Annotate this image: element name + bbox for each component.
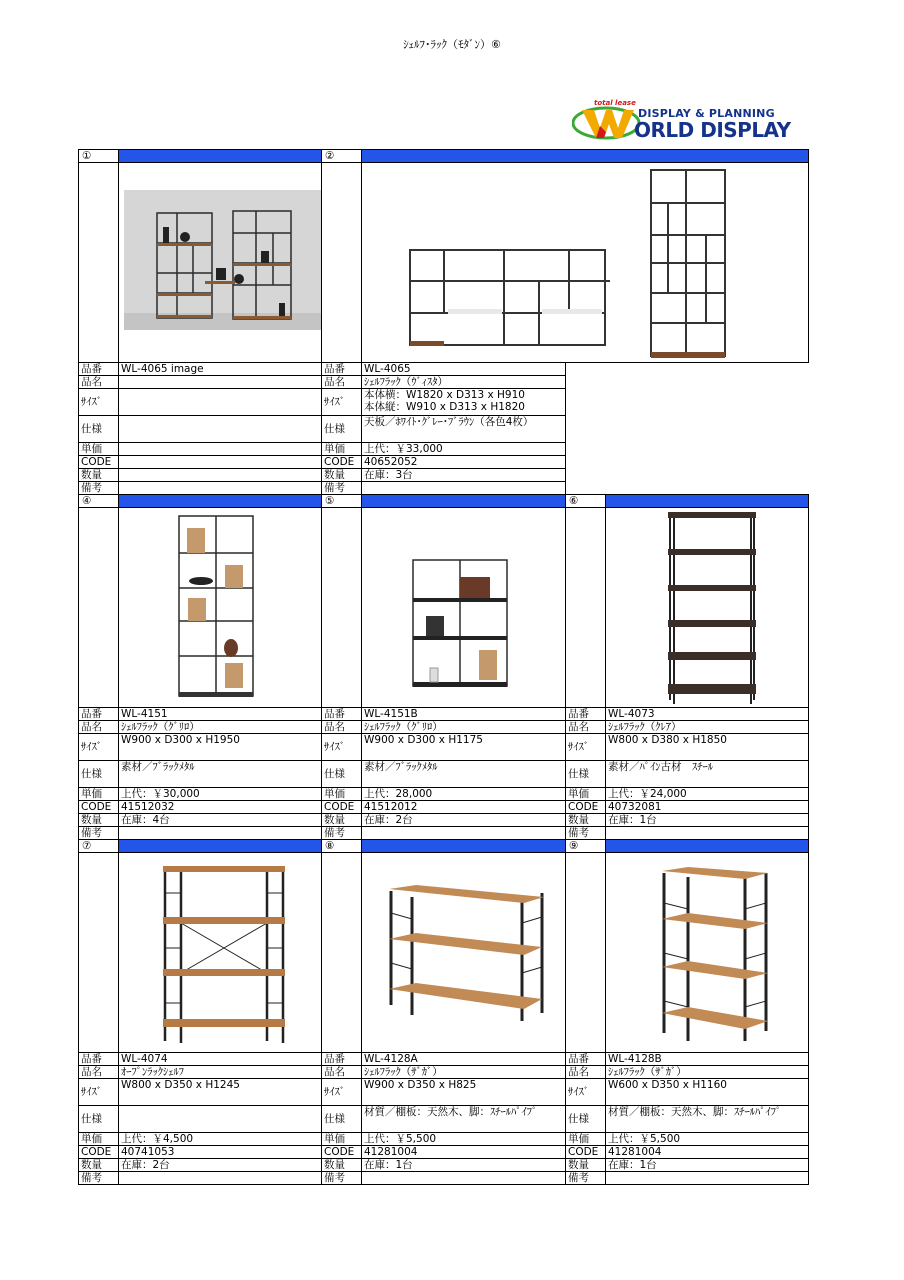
- item-1-image: [119, 163, 322, 363]
- label-shiyou: 仕様: [322, 1106, 362, 1133]
- item-1-number: ①: [79, 150, 119, 163]
- item-5-code: 41512012: [362, 801, 566, 814]
- item-9-image: [606, 853, 809, 1053]
- item-5-header-bar: [362, 495, 566, 508]
- item-8-hinban: WL-4128A: [362, 1053, 566, 1066]
- label-shiyou: 仕様: [79, 1106, 119, 1133]
- item-9-image-side: [566, 853, 606, 1053]
- item-9-bikou: [606, 1172, 809, 1185]
- item-4-image-side: [79, 508, 119, 708]
- item-2-tanka: 上代：￥33,000: [362, 443, 566, 456]
- item-1-code: [119, 456, 322, 469]
- item-4-hinban: WL-4151: [119, 708, 322, 721]
- item-4-size: W900 x D300 x H1950: [119, 734, 322, 761]
- shelf-photo-icon: [608, 853, 809, 1052]
- item-7-image-side: [79, 853, 119, 1053]
- shelf-photo-icon: [608, 508, 809, 707]
- label-shiyou: 仕様: [322, 416, 362, 443]
- label-bikou: 備考: [322, 827, 362, 840]
- label-bikou: 備考: [566, 827, 606, 840]
- label-code: CODE: [79, 801, 119, 814]
- item-2-image-side: [322, 163, 362, 363]
- label-hinban: 品番: [322, 708, 362, 721]
- item-9-hinmei: ｼｪﾙﾌﾗｯｸ（ｻﾞｶﾞ）: [606, 1066, 809, 1079]
- item-9-shiyou: 材質／棚板：天然木、脚：ｽﾁｰﾙﾊﾟｲﾌﾟ: [606, 1106, 809, 1133]
- item-7-hinmei: ｵｰﾌﾟﾝﾗｯｸｼｪﾙﾌ: [119, 1066, 322, 1079]
- item-4-code: 41512032: [119, 801, 322, 814]
- item-8-header-bar: [362, 840, 566, 853]
- item-4-bikou: [119, 827, 322, 840]
- item-7-number: ⑦: [79, 840, 119, 853]
- label-hinmei: 品名: [79, 1066, 119, 1079]
- label-hinban: 品番: [79, 1053, 119, 1066]
- item-8-image-side: [322, 853, 362, 1053]
- empty-slot-3: [566, 363, 809, 495]
- item-5-bikou: [362, 827, 566, 840]
- label-shiyou: 仕様: [79, 416, 119, 443]
- label-hinmei: 品名: [322, 721, 362, 734]
- item-7-suuryou: 在庫：2台: [119, 1159, 322, 1172]
- item-4-number: ④: [79, 495, 119, 508]
- label-suuryou: 数量: [322, 469, 362, 482]
- item-6-image-side: [566, 508, 606, 708]
- product-table: [78, 149, 809, 1185]
- item-8-hinmei: ｼｪﾙﾌﾗｯｸ（ｻﾞｶﾞ）: [362, 1066, 566, 1079]
- item-1-hinban: WL-4065 image: [119, 363, 322, 376]
- label-tanka: 単価: [566, 1133, 606, 1146]
- label-size: ｻｲｽﾞ: [566, 734, 606, 761]
- label-suuryou: 数量: [322, 1159, 362, 1172]
- item-6-shiyou: 素材／ﾊﾟｲﾝ古材 ｽﾁｰﾙ: [606, 761, 809, 788]
- item-6-hinban: WL-4073: [606, 708, 809, 721]
- logo-line1: DISPLAY & PLANNING: [638, 107, 775, 120]
- label-bikou: 備考: [322, 1172, 362, 1185]
- item-9-number: ⑨: [566, 840, 606, 853]
- label-tanka: 単価: [322, 788, 362, 801]
- label-hinmei: 品名: [566, 1066, 606, 1079]
- label-hinmei: 品名: [79, 376, 119, 389]
- item-7-bikou: [119, 1172, 322, 1185]
- item-1-image-side: [79, 163, 119, 363]
- item-2-suuryou: 在庫：3台: [362, 469, 566, 482]
- label-tanka: 単価: [79, 443, 119, 456]
- item-2-number: ②: [322, 150, 362, 163]
- shelf-photo-icon: [364, 508, 566, 707]
- label-hinban: 品番: [566, 1053, 606, 1066]
- item-2-code: 40652052: [362, 456, 566, 469]
- item-2-image: [362, 163, 809, 363]
- item-6-code: 40732081: [606, 801, 809, 814]
- item-2-header-bar: [362, 150, 809, 163]
- logo-line2: ORLD DISPLAY: [634, 118, 791, 142]
- item-2-size-cell: [362, 389, 566, 416]
- item-7-image: [119, 853, 322, 1053]
- item-4-tanka: 上代：￥30,000: [119, 788, 322, 801]
- item-5-image: [362, 508, 566, 708]
- label-hinmei: 品名: [566, 721, 606, 734]
- label-shiyou: 仕様: [566, 761, 606, 788]
- label-size: ｻｲｽﾞ: [79, 734, 119, 761]
- item-8-image: [362, 853, 566, 1053]
- label-suuryou: 数量: [79, 814, 119, 827]
- label-shiyou: 仕様: [79, 761, 119, 788]
- item-2-hinmei: ｼｪﾙﾌﾗｯｸ（ｳﾞｨｽﾀ）: [362, 376, 566, 389]
- item-8-tanka: 上代：￥5,500: [362, 1133, 566, 1146]
- item-4-header-bar: [119, 495, 322, 508]
- item-5-image-side: [322, 508, 362, 708]
- item-5-suuryou: 在庫：2台: [362, 814, 566, 827]
- item-1-suuryou: [119, 469, 322, 482]
- label-code: CODE: [79, 1146, 119, 1159]
- label-tanka: 単価: [566, 788, 606, 801]
- item-8-number: ⑧: [322, 840, 362, 853]
- item-2-bikou: [362, 482, 566, 495]
- item-5-tanka: 上代：28,000: [362, 788, 566, 801]
- label-size: ｻｲｽﾞ: [322, 1079, 362, 1106]
- item-4-hinmei: ｼｪﾙﾌﾗｯｸ（ｸﾞﾘﾛ）: [119, 721, 322, 734]
- item-1-shiyou: [119, 416, 322, 443]
- label-hinmei: 品名: [322, 376, 362, 389]
- label-code: CODE: [322, 456, 362, 469]
- item-5-hinmei: ｼｪﾙﾌﾗｯｸ（ｸﾞﾘﾛ）: [362, 721, 566, 734]
- label-size: ｻｲｽﾞ: [566, 1079, 606, 1106]
- label-size: ｻｲｽﾞ: [322, 389, 362, 416]
- item-5-number: ⑤: [322, 495, 362, 508]
- item-1-tanka: [119, 443, 322, 456]
- item-4-shiyou: 素材／ﾌﾞﾗｯｸﾒﾀﾙ: [119, 761, 322, 788]
- item-5-hinban: WL-4151B: [362, 708, 566, 721]
- item-1-bikou: [119, 482, 322, 495]
- item-6-header-bar: [606, 495, 809, 508]
- label-hinban: 品番: [322, 363, 362, 376]
- label-tanka: 単価: [79, 1133, 119, 1146]
- label-code: CODE: [322, 1146, 362, 1159]
- label-tanka: 単価: [79, 788, 119, 801]
- label-suuryou: 数量: [322, 814, 362, 827]
- label-size: ｻｲｽﾞ: [322, 734, 362, 761]
- label-tanka: 単価: [322, 1133, 362, 1146]
- label-bikou: 備考: [79, 482, 119, 495]
- item-2-hinban: WL-4065: [362, 363, 566, 376]
- item-1-hinmei: [119, 376, 322, 389]
- label-bikou: 備考: [322, 482, 362, 495]
- logo-tagline: total lease: [594, 99, 636, 107]
- label-shiyou: 仕様: [566, 1106, 606, 1133]
- item-5-shiyou: 素材／ﾌﾞﾗｯｸﾒﾀﾙ: [362, 761, 566, 788]
- item-8-code: 41281004: [362, 1146, 566, 1159]
- item-6-tanka: 上代：￥24,000: [606, 788, 809, 801]
- item-6-image: [606, 508, 809, 708]
- item-8-bikou: [362, 1172, 566, 1185]
- label-hinmei: 品名: [79, 721, 119, 734]
- item-9-code: 41281004: [606, 1146, 809, 1159]
- item-4-image: [119, 508, 322, 708]
- item-9-suuryou: 在庫：1台: [606, 1159, 809, 1172]
- item-6-number: ⑥: [566, 495, 606, 508]
- item-4-suuryou: 在庫：4台: [119, 814, 322, 827]
- label-hinban: 品番: [79, 708, 119, 721]
- item-1-header-bar: [119, 150, 322, 163]
- label-bikou: 備考: [566, 1172, 606, 1185]
- company-logo: [572, 99, 794, 142]
- label-hinban: 品番: [79, 363, 119, 376]
- item-8-shiyou: 材質／棚板：天然木、脚：ｽﾁｰﾙﾊﾟｲﾌﾟ: [362, 1106, 566, 1133]
- label-shiyou: 仕様: [322, 761, 362, 788]
- page-title: ｼｪﾙﾌ･ﾗｯｸ（ﾓﾀﾞﾝ）⑥: [403, 38, 501, 51]
- item-9-size: W600 x D350 x H1160: [606, 1079, 809, 1106]
- item-7-tanka: 上代：￥4,500: [119, 1133, 322, 1146]
- label-suuryou: 数量: [79, 469, 119, 482]
- label-bikou: 備考: [79, 1172, 119, 1185]
- shelf-photo-icon: [364, 853, 566, 1052]
- shelf-photo-icon: [121, 508, 322, 707]
- item-2-size2: 本体縦：W910 x D313 x H1820: [364, 401, 525, 413]
- shelf-photo-icon: [121, 853, 322, 1052]
- item-6-suuryou: 在庫：1台: [606, 814, 809, 827]
- item-7-size: W800 x D350 x H1245: [119, 1079, 322, 1106]
- label-hinmei: 品名: [322, 1066, 362, 1079]
- shelf-drawing-icon: [364, 163, 809, 362]
- item-6-bikou: [606, 827, 809, 840]
- item-2-size: 本体横：W1820 x D313 x H910: [364, 389, 525, 401]
- w-logo-icon: [572, 106, 642, 140]
- label-hinban: 品番: [322, 1053, 362, 1066]
- label-size: ｻｲｽﾞ: [79, 1079, 119, 1106]
- item-8-size: W900 x D350 x H825: [362, 1079, 566, 1106]
- item-7-shiyou: [119, 1106, 322, 1133]
- item-9-tanka: 上代：￥5,500: [606, 1133, 809, 1146]
- label-code: CODE: [566, 801, 606, 814]
- label-size: ｻｲｽﾞ: [79, 389, 119, 416]
- item-7-header-bar: [119, 840, 322, 853]
- label-suuryou: 数量: [79, 1159, 119, 1172]
- label-bikou: 備考: [79, 827, 119, 840]
- label-suuryou: 数量: [566, 1159, 606, 1172]
- item-1-size: [119, 389, 322, 416]
- shelf-photo-icon: [121, 163, 322, 362]
- item-7-code: 40741053: [119, 1146, 322, 1159]
- item-9-header-bar: [606, 840, 809, 853]
- item-6-hinmei: ｼｪﾙﾌﾗｯｸ（ｸﾚｱ）: [606, 721, 809, 734]
- label-code: CODE: [566, 1146, 606, 1159]
- item-5-size: W900 x D300 x H1175: [362, 734, 566, 761]
- item-2-shiyou: 天板／ﾎﾜｲﾄ･ｸﾞﾚｰ･ﾌﾞﾗｳﾝ（各色4枚）: [362, 416, 566, 443]
- label-code: CODE: [79, 456, 119, 469]
- label-tanka: 単価: [322, 443, 362, 456]
- label-suuryou: 数量: [566, 814, 606, 827]
- label-code: CODE: [322, 801, 362, 814]
- item-9-hinban: WL-4128B: [606, 1053, 809, 1066]
- item-6-size: W800 x D380 x H1850: [606, 734, 809, 761]
- label-hinban: 品番: [566, 708, 606, 721]
- item-8-suuryou: 在庫：1台: [362, 1159, 566, 1172]
- item-7-hinban: WL-4074: [119, 1053, 322, 1066]
